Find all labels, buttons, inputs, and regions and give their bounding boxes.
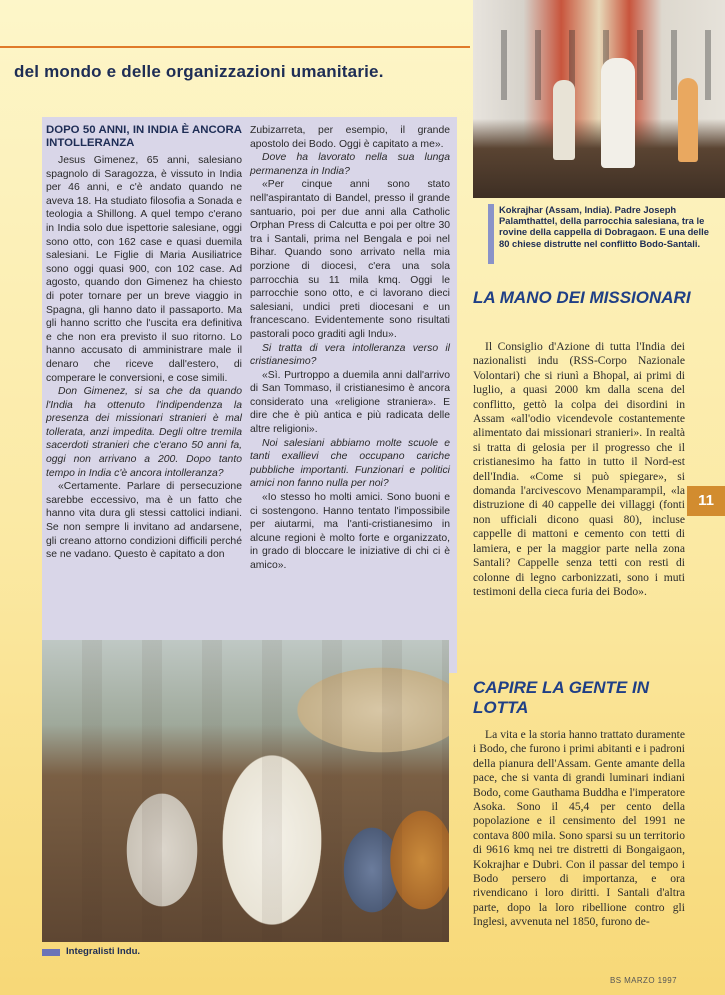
section-title-missionari: LA MANO DEI MISSIONARI bbox=[473, 288, 691, 307]
photo-hindu-integralists bbox=[42, 640, 449, 942]
photo-ruined-chapel bbox=[473, 0, 725, 198]
interview-paragraph: Noi salesiani abbiamo molte scuole e tanti exallievi che occupano cariche pubbliche importanti. Funzionari e politici amici non fanno nulla per noi? bbox=[250, 437, 450, 490]
interview-paragraph: «Sì. Purtroppo a duemila anni dall'arrivo di San Tommaso, il cristianesimo è ancora considerato una «religione straniera». E dire che è più antica e più radicata delle altre religioni». bbox=[250, 369, 450, 436]
caption-marker-bottom bbox=[42, 949, 60, 956]
section-paragraph: Il Consiglio d'Azione di tutta l'India dei nazionalisti indu (RSS-Corpo Nazionale Volontari) che si riunì a Bhopal, ai primi di luglio, a quasi 2000 km dalla scena del conflitto, gettò la colpa dei disordini in Assam «all'odio vicendevole costantemente alimentato dai missionari stranieri». In realtà si tratta di gelosia per il progresso che il cristianesimo ha fatto in tutto il Nord-est dell'India. «Come si può spiegare», si domanda l'arcivescovo Menamparampil, «la distruzione di 40 cappelle dei villaggi (fonti non ufficiali dicono quasi 80), incluse cappelle di mattoni e cemento con tetti di lamiera, e per la maggior parte nella zona Santali? Cappelle senza tetti con resti di colonne di legno carbonizzati, sono i muti testimoni della cieca furia dei Bodo». bbox=[473, 340, 685, 598]
photo-figure-priest bbox=[601, 58, 635, 168]
interview-column-left bbox=[46, 124, 242, 562]
top-rule bbox=[0, 46, 470, 48]
interview-paragraph: Jesus Gimenez, 65 anni, salesiano spagnolo di Saragozza, è vissuto in India per 46 anni, e c'è andato quando ne aveva 18. Ha studiato filosofia a Sonada e teologia a Shillong. A quel tempo c'erano in India solo due ispettorie salesiane, oggi sono otto, con 162 case e quasi duemila salesiani. Le Figlie di Maria Ausiliatrice sono oggi quasi 900, con 102 case. Ad agosto, quando don Gimenez ha chiesto di poter tornare per un breve viaggio in Spagna, gli hanno dato il passaporto. Ma gli hanno scritto che l'uscita era definitiva e che non era previsto il suo ritorno. Lo hanno accusato di amministrare male il denaro che riceve dall'estero, di comperare le conversioni, e cose simili. bbox=[46, 155, 242, 384]
interview-right-text bbox=[250, 124, 450, 573]
photo-caption-top: Kokrajhar (Assam, India). Padre Joseph Palamthattel, della parrocchia salesiana, tra le rovine della cappella di Dobragaon. E una delle 80 chiese distrutte nel conflitto Bodo-Santali. bbox=[499, 204, 709, 249]
interview-paragraph: Si tratta di vera intolleranza verso il cristianesimo? bbox=[250, 342, 450, 368]
interview-paragraph: Dove ha lavorato nella sua lunga permanenza in India? bbox=[250, 152, 450, 177]
running-headline: del mondo e delle organizzazioni umanitarie. bbox=[14, 62, 384, 81]
interview-paragraph: Don Gimenez, si sa che da quando l'India ha ottenuto l'indipendenza la presenza dei missionari stranieri è mal tollerata, anzi impedita. Degli oltre tremila sacerdoti stranieri che c'erano 50 anni fa, oggi non arrivano a 200. Dopo tanto tempo in India c'è ancora intolleranza? bbox=[46, 386, 242, 479]
caption-marker bbox=[488, 204, 494, 264]
photo-caption-bottom: Integralisti Indu. bbox=[66, 946, 141, 957]
page-number-tab: 11 bbox=[687, 486, 725, 516]
interview-paragraph: «Certamente. Parlare di persecuzione sarebbe eccessivo, ma è un fatto che hanno vita dura gli stessi cattolici indiani. Se non sempre li invitano ad andarsene, gli creano attorno condizioni difficili perché se ne vadano. Questo è capitato a don bbox=[46, 481, 242, 561]
interview-box bbox=[42, 117, 457, 673]
interview-title: DOPO 50 ANNI, IN INDIA È ANCORA INTOLLERANZA bbox=[46, 124, 242, 149]
interview-paragraph: «Io stesso ho molti amici. Sono buoni e ci sostengono. Hanno tentato l'impossibile per aiutarmi, ma l'anti-cristianesimo in alcune regioni è molto forte e organizzato, in grado di bloccare le iniziative di chi ci è amico». bbox=[250, 492, 450, 571]
section-paragraph: La vita e la storia hanno trattato duramente i Bodo, che furono i primi abitanti e i padroni della pianura dell'Assam. Gente amante della pace, che si vanta di grandi luminari indiani Bodo, come Gauthama Buddha e l'imperatore Asoka. Sono il 45,4 per cento della popolazione e il censimento del 1991 ne contava 800 mila. Sono sparsi su un territorio di 9616 kmq nei tre distretti di Bongaigaon, Kokrajhar e Dubri. Con il passar del tempo i Bodo persero di importanza, e ora rivendicano i loro diritti. I Santali d'altra parte, dopo la loro ribellione contro gli Inglesi, avvenuta nel 1850, furono de- bbox=[473, 728, 685, 929]
interview-column-right bbox=[250, 124, 450, 573]
photo-figure-boy bbox=[678, 78, 698, 162]
interview-paragraph: Zubizarreta, per esempio, il grande apostolo dei Bodo. Oggi è capitato a me». bbox=[250, 125, 450, 150]
photo-figure-child bbox=[553, 80, 575, 160]
section-body-missionari bbox=[473, 340, 685, 599]
interview-left-text bbox=[46, 154, 242, 562]
section-title-capire: CAPIRE LA GENTE IN LOTTA bbox=[473, 678, 649, 717]
footer-issue: BS MARZO 1997 bbox=[609, 976, 677, 985]
section-body-capire bbox=[473, 728, 685, 930]
interview-paragraph: «Per cinque anni sono stato nell'aspirantato di Bandel, presso il grande santuario, poi per due anni alla Catholic Orphan Press di Calcutta e poi per oltre 30 tra i Santali, prima nel Bengala e poi nel Bihar. Quando sono arrivato nella mia porzione di diocesi, c'era una sola parrocchia su 11 mila kmq. Oggi le parrocchie sono otto, e ci lavorano dieci salesiani, undici preti diocesani e un francescano. Evidentemente sono risultati pastorali poco graditi agli Indu». bbox=[250, 179, 450, 340]
